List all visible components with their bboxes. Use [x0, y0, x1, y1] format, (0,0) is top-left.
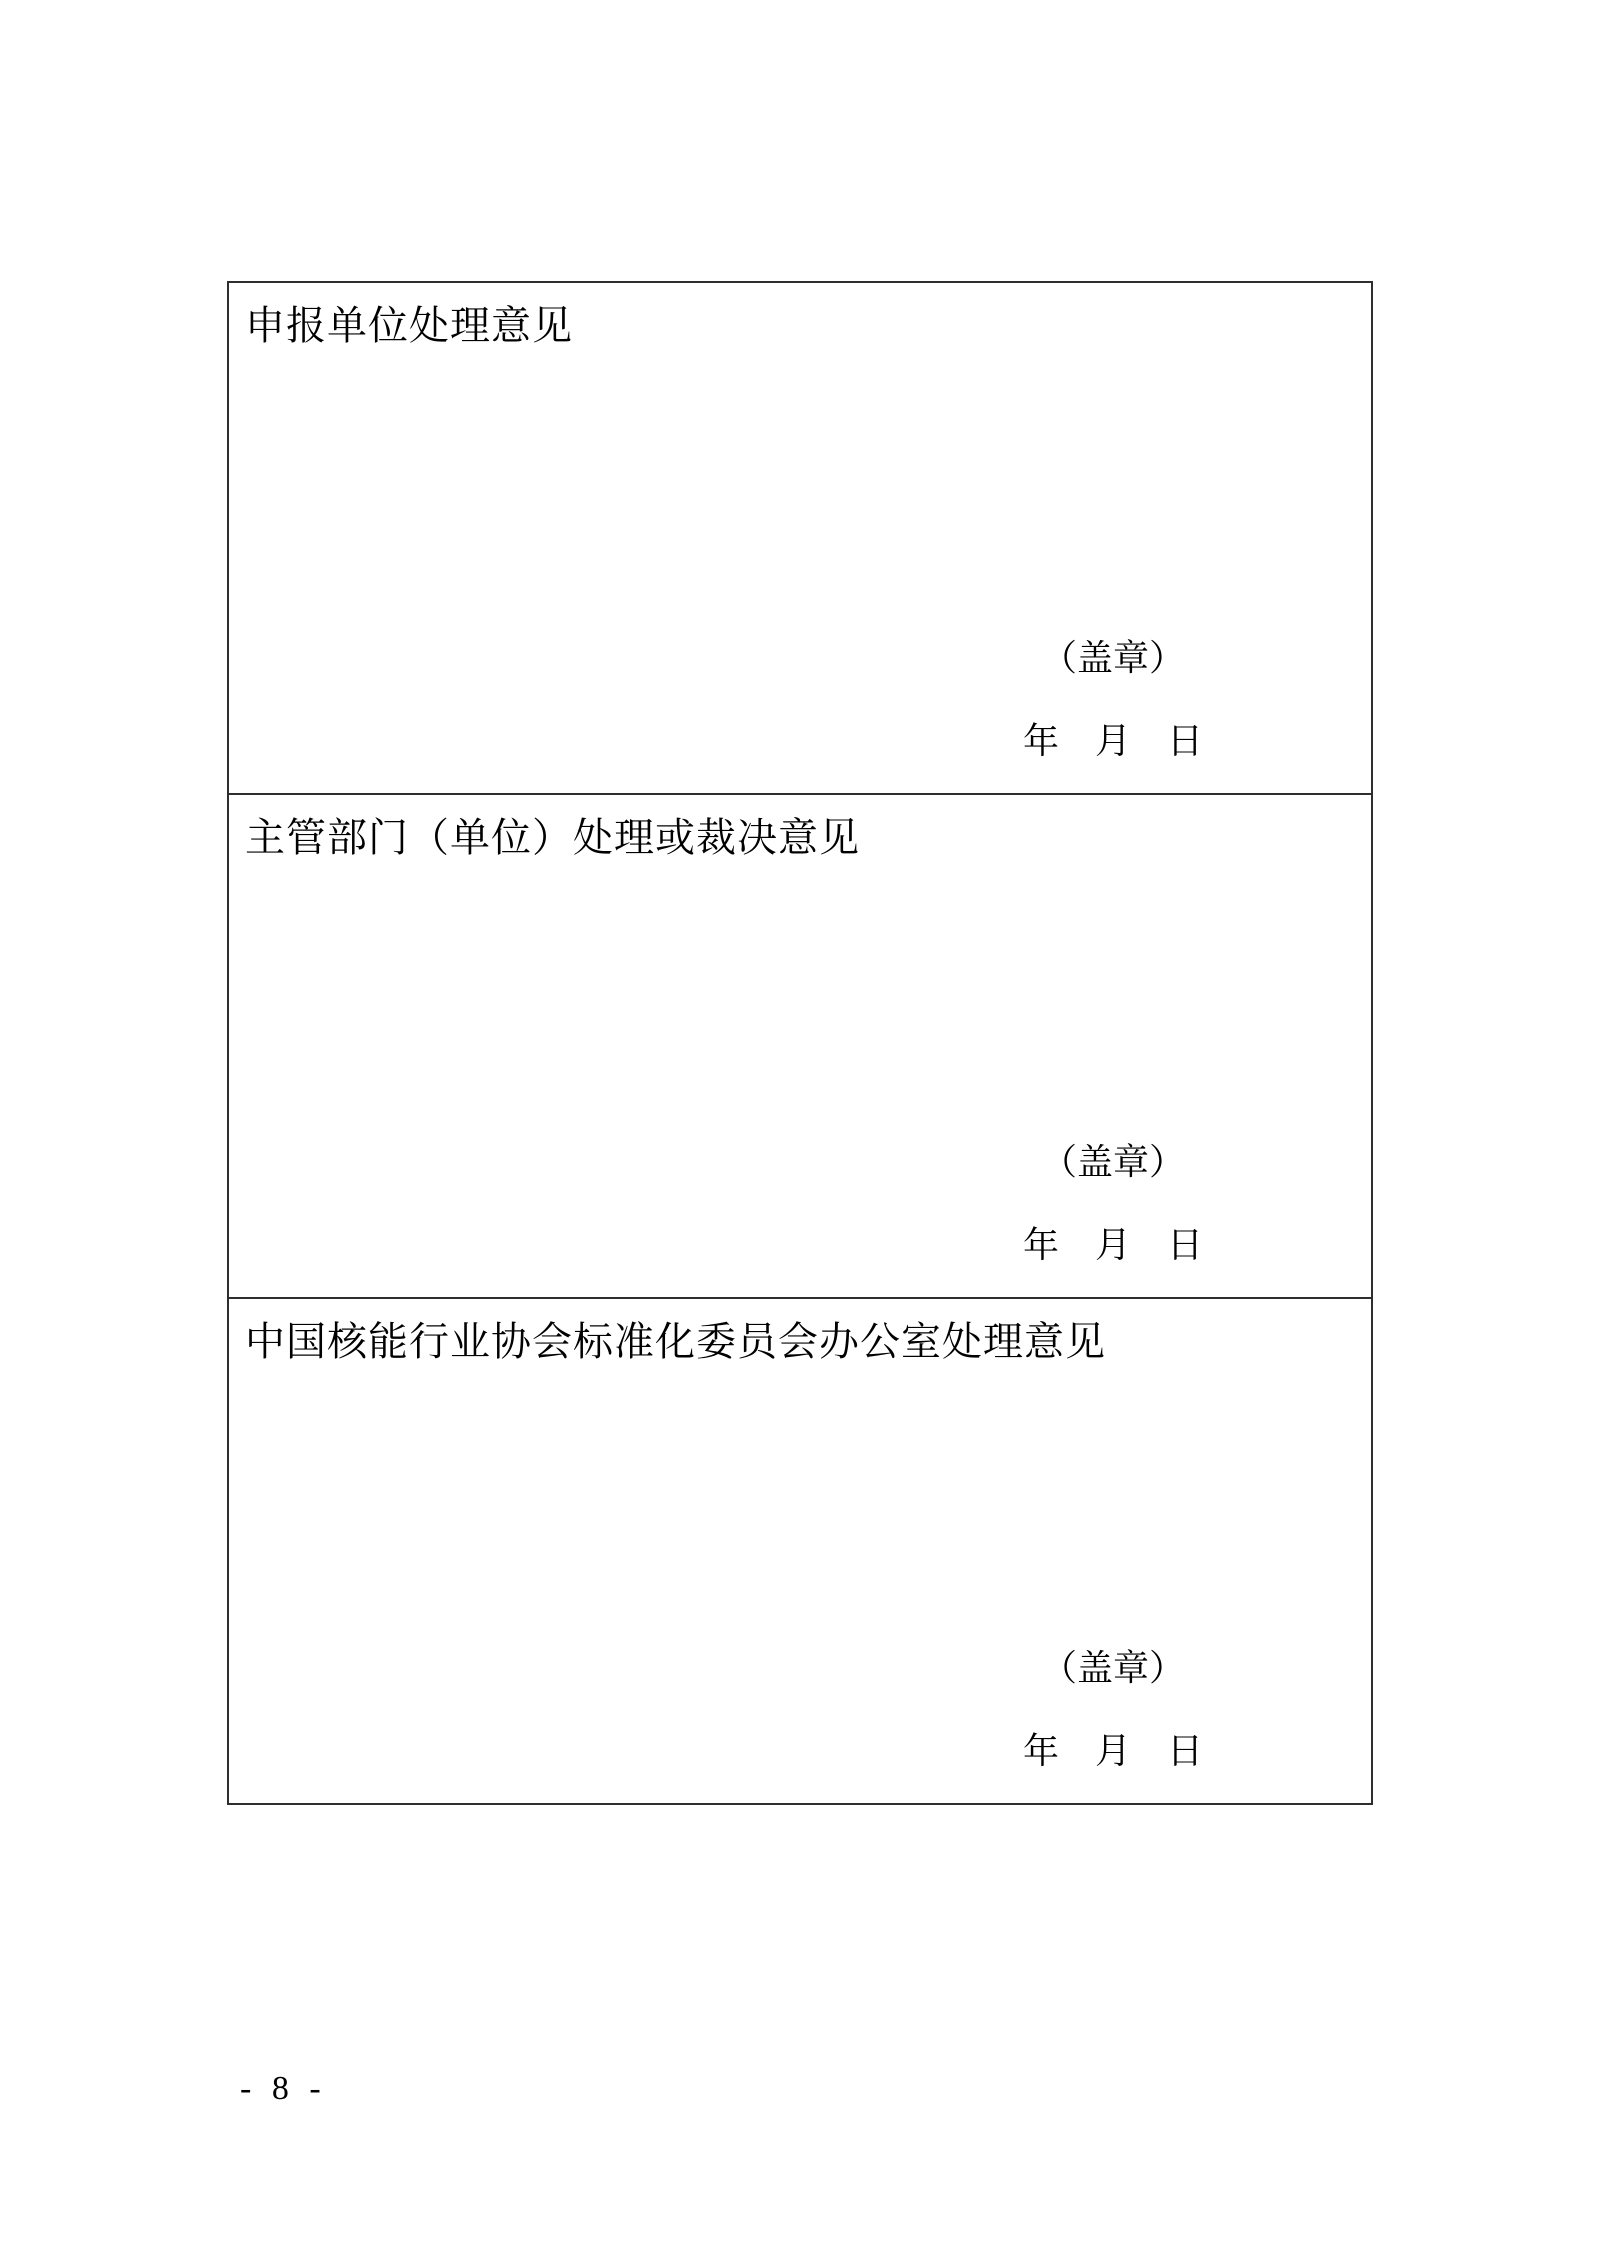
- signature-block: [1023, 635, 1203, 765]
- signature-block: [1023, 1139, 1203, 1269]
- seal-placeholder: （盖章）: [1040, 1142, 1185, 1183]
- section-reporting-unit-opinion: [229, 283, 1371, 795]
- date-placeholder: 年 月 日: [1022, 721, 1203, 762]
- page-number: - 8 -: [240, 2070, 327, 2107]
- date-placeholder: 年 月 日: [1022, 1731, 1203, 1772]
- section-title: 中国核能行业协会标准化委员会办公室处理意见: [245, 1319, 1106, 1364]
- signature-block: [1023, 1645, 1203, 1775]
- seal-placeholder: （盖章）: [1040, 638, 1185, 679]
- section-title: 申报单位处理意见: [245, 303, 573, 348]
- section-competent-department-opinion: [229, 795, 1371, 1299]
- date-placeholder: 年 月 日: [1022, 1225, 1203, 1266]
- seal-placeholder: （盖章）: [1040, 1648, 1185, 1689]
- section-standardization-committee-office-opinion: [229, 1299, 1371, 1803]
- opinion-form-table: [227, 281, 1373, 1805]
- section-title: 主管部门（单位）处理或裁决意见: [245, 815, 860, 860]
